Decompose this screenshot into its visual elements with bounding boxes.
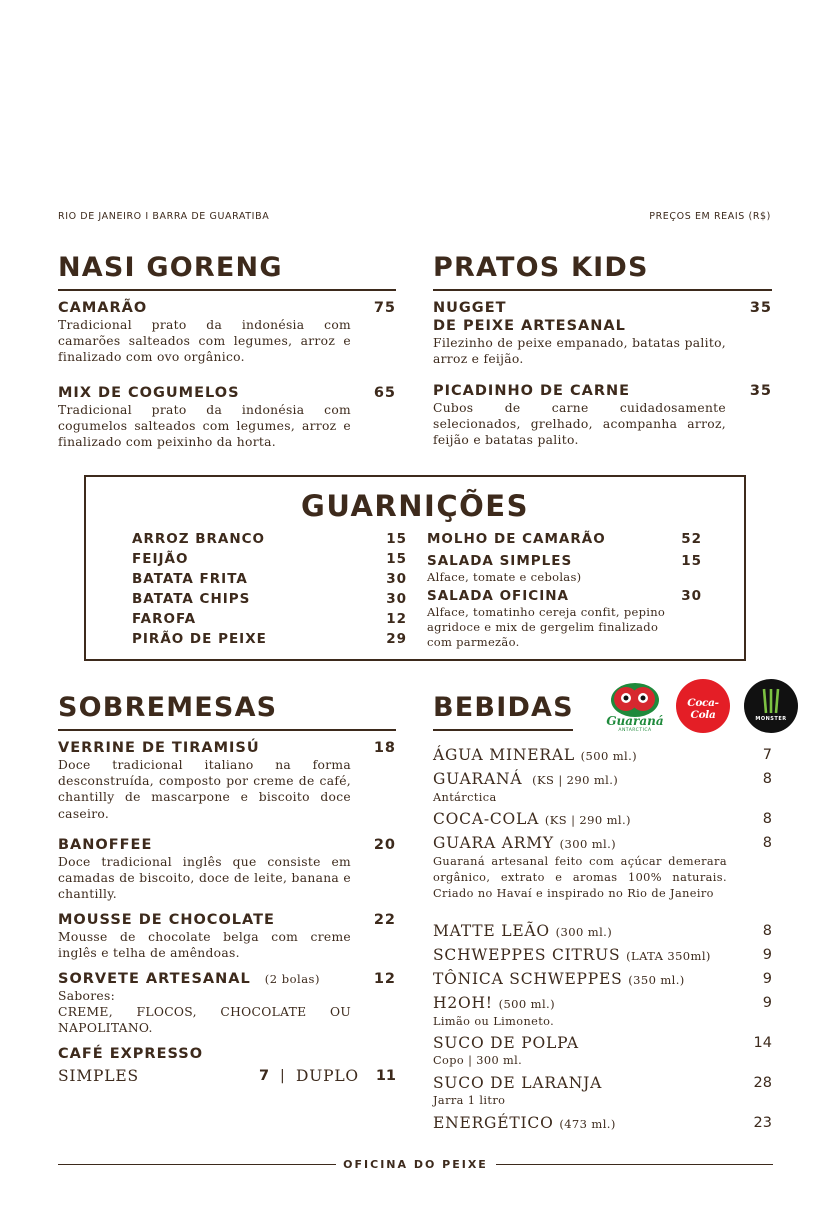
item-price: 35 [749,383,772,399]
side-name: SALADA OFICINA [427,588,569,604]
menu-item-cafe [58,1045,396,1089]
side-description: Alface, tomatinho cereja confit, pepino agridoce e mix de gergelim finalizado com parmezão. [427,605,666,649]
beverage-item [433,921,772,942]
location-text: RIO DE JANEIRO I BARRA DE GUARATIBA [58,211,270,222]
beverage-item [433,993,772,1030]
item-price: 12 [373,971,396,987]
beverage-volume: (500 ml.) [498,997,555,1011]
menu-item-mousse [58,911,396,961]
beverage-volume: (KS | 290 ml.) [544,813,631,827]
item-price: 20 [373,837,396,853]
pratos-kids-title: PRATOS KIDS [433,252,649,283]
beverage-item [433,1113,772,1134]
item-price: 18 [373,740,396,756]
beverage-name: COCA-COLA [433,810,540,828]
sobremesas-title: SOBREMESAS [58,692,278,723]
item-name-line2: DE PEIXE ARTESANAL [433,318,626,334]
item-name: NUGGET [433,300,507,316]
cafe-duplo-price: 11 [375,1068,396,1084]
side-name: SALADA SIMPLES [427,553,573,569]
beverage-price: 28 [753,1075,772,1091]
menu-item-tiramisu [58,739,396,822]
beverage-description: Jarra 1 litro [433,1094,506,1107]
item-price: 35 [749,300,772,316]
guarnicoes-title: GUARNIÇÕES [301,489,529,523]
side-name: ARROZ BRANCO [132,531,266,547]
side-item [132,610,407,628]
item-price: 65 [373,385,396,401]
item-description: Doce tradicional inglês que consiste em camadas de biscoito, doce de leite, banana e chantilly. [58,855,351,902]
bebidas-rule [433,729,573,731]
beverage-item [433,1033,772,1069]
beverage-price: 7 [762,747,772,763]
beverage-volume: (473 ml.) [559,1117,616,1131]
item-description: Mousse de chocolate belga com creme inglês e telha de amêndoas. [58,930,351,961]
cafe-separator: | [280,1068,285,1084]
beverage-price: 8 [762,771,772,787]
item-description: Cubos de carne cuidadosamente selecionados, grelhado, acompanha arroz, feijão e batatas palito. [433,401,726,448]
side-price: 15 [386,551,407,567]
nasi-goreng-title: NASI GORENG [58,252,283,283]
item-price: 22 [373,912,396,928]
beverage-description: Limão ou Limoneto. [433,1015,555,1028]
beverage-item [433,1073,772,1109]
beverage-name: SCHWEPPES CITRUS [433,946,621,964]
item-name: VERRINE DE TIRAMISÚ [58,740,260,756]
beverage-price: 9 [762,971,772,987]
side-item [132,630,407,648]
side-name: MOLHO DE CAMARÃO [427,531,606,547]
item-name: BANOFFEE [58,837,153,853]
beverage-price: 9 [762,995,772,1011]
monster-logo-label: MONSTER [755,716,787,722]
beverage-item [433,969,772,990]
beverage-price: 8 [762,923,772,939]
prices-note: PREÇOS EM REAIS (R$) [649,211,771,222]
side-name: BATATA CHIPS [132,591,251,607]
beverage-name: H2OH! [433,994,493,1012]
menu-item-nugget [433,299,772,367]
beverage-price: 9 [762,947,772,963]
menu-item-picadinho [433,382,772,449]
pratos-kids-rule [433,289,772,291]
item-flavors: CREME, FLOCOS, CHOCOLATE OU NAPOLITANO. [58,1005,351,1036]
beverage-volume: (350 ml.) [628,973,685,987]
monster-logo [744,679,798,733]
beverage-volume: (LATA 350ml) [626,949,711,963]
beverage-item [433,833,772,902]
item-note: (2 bolas) [264,972,320,986]
side-name: FAROFA [132,611,197,627]
beverage-price: 14 [753,1035,772,1051]
item-name: CAMARÃO [58,300,148,316]
item-name: MIX DE COGUMELOS [58,385,240,401]
guarana-logo-label: Guaraná [606,714,664,728]
side-price: 30 [681,588,702,604]
side-item [132,570,407,588]
beverage-price: 8 [762,811,772,827]
item-name: SORVETE ARTESANAL [58,971,251,987]
cafe-options [58,1067,396,1089]
side-price: 52 [681,531,702,547]
menu-item-banoffee [58,836,396,903]
side-item [427,552,702,585]
side-price: 12 [386,611,407,627]
item-description: Filezinho de peixe empanado, batatas palito, arroz e feijão. [433,336,726,367]
cafe-simples-price: 7 [259,1068,270,1084]
side-description: Alface, tomate e cebolas) [427,570,582,584]
item-description: Sabores: [58,989,116,1003]
item-description: Tradicional prato da indonésia com cogumelos salteados com legumes, arroz e finalizado com peixinho da horta. [58,403,351,450]
side-item [132,530,407,548]
menu-item-camarao [58,299,396,366]
beverage-item [433,769,772,806]
guarana-logo-sub: ANTARCTICA [618,728,652,733]
side-name: BATATA FRITA [132,571,248,587]
beverage-description: Copo | 300 ml. [433,1054,523,1067]
cafe-duplo-label: DUPLO [296,1067,359,1085]
beverage-volume: (300 ml.) [559,837,617,851]
side-item [427,587,702,650]
beverage-name: SUCO DE POLPA [433,1034,579,1052]
beverage-price: 23 [753,1115,772,1131]
side-price: 30 [386,571,407,587]
beverage-name: GUARANÁ [433,770,523,788]
item-name: PICADINHO DE CARNE [433,383,631,399]
side-name: PIRÃO DE PEIXE [132,631,267,647]
beverage-name: ENERGÉTICO [433,1114,554,1132]
item-name-row [58,970,396,988]
item-name: CAFÉ EXPRESSO [58,1046,204,1062]
beverage-item [433,809,772,830]
bebidas-title: BEBIDAS [433,692,574,723]
side-item [132,550,407,568]
side-item [427,530,702,548]
side-name: FEIJÃO [132,551,189,567]
beverage-volume: (300 ml.) [555,925,613,939]
item-description: Doce tradicional italiano na forma desconstruída, composto por creme de café, chantilly de mascarpone e biscoito doce caseiro. [58,758,351,821]
coca-cola-logo-label: Coca-Cola [687,697,719,721]
item-price: 75 [373,300,396,316]
monster-claw-icon [761,688,781,714]
beverage-item [433,945,772,966]
nasi-goreng-rule [58,289,396,291]
menu-item-mix-cogumelos [58,384,396,451]
beverage-price: 8 [762,835,772,851]
side-price: 15 [681,553,702,569]
menu-item-sorvete [58,970,396,1037]
beverage-description: Guaraná artesanal feito com açúcar demerara orgânico, extrato e aromas 100% naturais. Criado no Havaí e inspirado no Rio de Janeiro [433,855,727,900]
side-price: 30 [386,591,407,607]
coca-cola-logo [676,679,730,733]
beverage-item [433,745,772,766]
guarana-fruit-icon [606,678,664,718]
beverage-name: ÁGUA MINERAL [433,746,575,764]
guarnicoes-box [84,475,746,661]
guarana-logo [606,678,664,734]
item-description: Tradicional prato da indonésia com camarões salteados com legumes, arroz e finalizado com ovo orgânico. [58,318,351,365]
beverage-name: GUARA ARMY [433,834,554,852]
beverage-description: Antárctica [433,791,497,804]
side-price: 29 [386,631,407,647]
side-price: 15 [386,531,407,547]
cafe-simples-label: SIMPLES [58,1067,139,1085]
item-name: MOUSSE DE CHOCOLATE [58,912,275,928]
beverage-volume: (KS | 290 ml.) [532,773,619,787]
beverage-volume: (500 ml.) [580,749,638,763]
side-item [132,590,407,608]
beverage-name: MATTE LEÃO [433,922,550,940]
sobremesas-rule [58,729,396,731]
beverage-name: SUCO DE LARANJA [433,1074,603,1092]
footer-brand: OFICINA DO PEIXE [343,1158,488,1171]
beverage-name: TÔNICA SCHWEPPES [433,970,623,988]
